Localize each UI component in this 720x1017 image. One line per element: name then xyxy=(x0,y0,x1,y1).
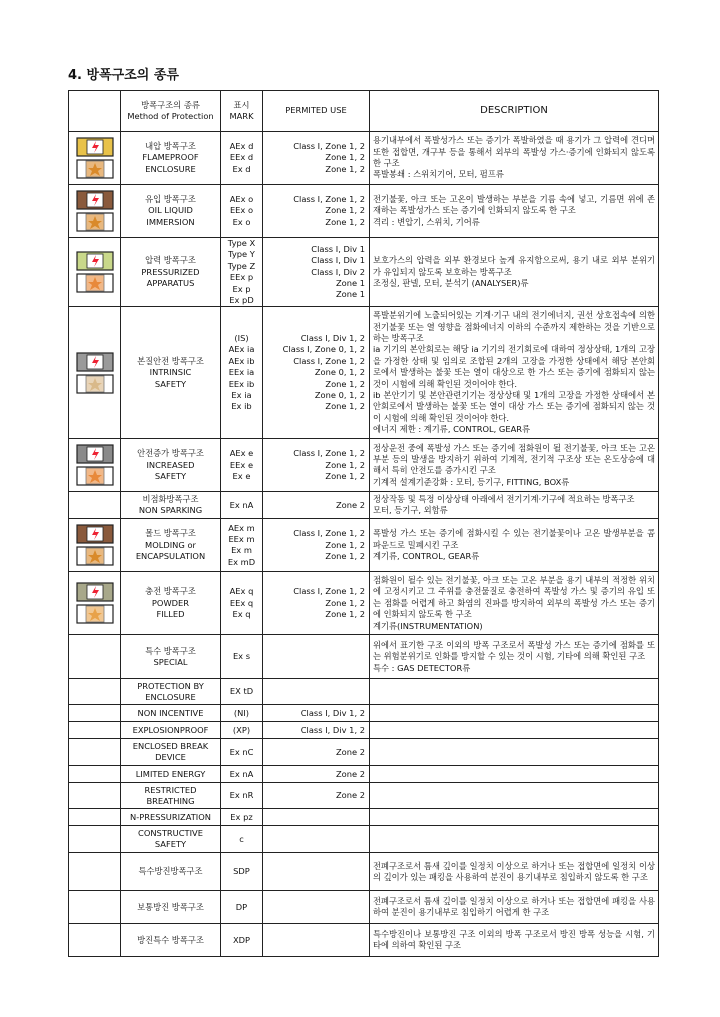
row-use: Class I, Div 1, 2 Class I, Zone 0, 1, 2 Class I, Zone 1, 2 Zone 0, 1, 2 Zone 1, 2 Zone 0, 1, 2 Zone 1, 2 xyxy=(263,307,370,439)
row-icon-cell xyxy=(69,679,121,705)
row-mark: (IS) AEx ia AEx ib EEx ia EEx ib Ex ia Ex ib xyxy=(221,307,263,439)
row-use: Class I, Div 1, 2 xyxy=(263,705,370,722)
header-mark: 표시 MARK xyxy=(221,91,263,132)
section-title: 4. 방폭구조의 종류 xyxy=(68,68,179,83)
row-use xyxy=(263,679,370,705)
table-row xyxy=(69,635,659,679)
table-row xyxy=(69,924,659,957)
row-desc: 점화원이 될수 있는 전기불꽃, 아크 또는 고온 부분을 용기 내부의 적정한 위치에 고정시키고 그 주위를 충전물질로 충전하여 폭발성 가스 및 증기의 유입 또는 점화를 어렵게 하고 화염의 진파를 방지하여 외부의 폭발성 가스 또는 증기에 인화되지 않도록 한 구조 계기류(INSTRUMENTATION) xyxy=(370,572,659,635)
row-icon-cell xyxy=(69,891,121,924)
row-use: Zone 2 xyxy=(263,492,370,519)
oil-immersion-top-icon xyxy=(76,190,114,210)
row-name: PROTECTION BY ENCLOSURE xyxy=(121,679,221,705)
row-use xyxy=(263,826,370,853)
row-name: 비점화방폭구조 NON SPARKING xyxy=(121,492,221,519)
row-mark: SDP xyxy=(221,853,263,891)
row-use: Class I, Div 1 Class I, Div 1 Class I, Div 2 Zone 1 Zone 1 xyxy=(263,238,370,307)
row-mark: EX tD xyxy=(221,679,263,705)
row-desc xyxy=(370,826,659,853)
table-header-row xyxy=(69,91,659,132)
row-desc: 전폐구조로서 틈새 깊이를 일정치 이상으로 하거나 또는 접합면에 일정치 이상의 깊이가 있는 패킹을 사용하여 분진이 용기내부로 침입하지 않도록 한 구조 xyxy=(370,853,659,891)
row-name: 몰드 방폭구조 MOLDING or ENCAPSULATION xyxy=(121,519,221,572)
row-mark: (NI) xyxy=(221,705,263,722)
table-row xyxy=(69,439,659,492)
row-icon-cell xyxy=(69,519,121,572)
row-name: EXPLOSIONPROOF xyxy=(121,722,221,739)
row-name: 충전 방폭구조 POWDER FILLED xyxy=(121,572,221,635)
row-desc xyxy=(370,783,659,809)
table-row xyxy=(69,722,659,739)
row-mark: Ex s xyxy=(221,635,263,679)
row-desc xyxy=(370,679,659,705)
row-icon-cell xyxy=(69,766,121,783)
row-use: Class I, Zone 1, 2 Zone 1, 2 Zone 1, 2 xyxy=(263,519,370,572)
header-type: 방폭구조의 종류 Method of Protection xyxy=(121,91,221,132)
header-desc: DESCRIPTION xyxy=(370,91,659,132)
table-row xyxy=(69,519,659,572)
row-desc: 폭발성 가스 또는 증기에 점화시킬 수 있는 전기불꽃이나 고온 발생부분을 콤파운드로 밀폐시킨 구조 계기류, CONTROL, GEAR류 xyxy=(370,519,659,572)
row-mark: Ex pz xyxy=(221,809,263,826)
table-row xyxy=(69,132,659,185)
pressurized-top-icon xyxy=(76,251,114,271)
row-mark: Ex nR xyxy=(221,783,263,809)
row-name: 유입 방폭구조 OIL LIQUID IMMERSION xyxy=(121,185,221,238)
row-desc: 정상운전 중에 폭발성 가스 또는 증기에 점화원이 될 전기불꽃, 아크 또는 고온 부분 등의 발생을 방지하기 위하여 기계적, 전기적 구조상 또는 온도상승에 대해서 특히 안전도를 증가시킨 구조 기계적 설계기준강화 : 모터, 등기구, FITTING, BOX류 xyxy=(370,439,659,492)
row-name: CONSTRUCTIVE SAFETY xyxy=(121,826,221,853)
table-row xyxy=(69,307,659,439)
row-desc: 특수방진이나 보통방진 구조 이외의 방폭 구조로서 방진 방폭 성능을 시험, 기타에 의하여 확인된 구조 xyxy=(370,924,659,957)
row-icon-cell xyxy=(69,722,121,739)
row-mark: Ex nA xyxy=(221,492,263,519)
molding-top-icon xyxy=(76,524,114,544)
row-mark: c xyxy=(221,826,263,853)
increased-safety-top-icon xyxy=(76,444,114,464)
table-row xyxy=(69,809,659,826)
row-icon-cell xyxy=(69,783,121,809)
row-icon-cell xyxy=(69,572,121,635)
row-name: 특수방진방폭구조 xyxy=(121,853,221,891)
table-row xyxy=(69,705,659,722)
row-mark: DP xyxy=(221,891,263,924)
table-row xyxy=(69,891,659,924)
row-icon-cell xyxy=(69,635,121,679)
row-name: 특수 방폭구조 SPECIAL xyxy=(121,635,221,679)
table-row xyxy=(69,783,659,809)
header-use: PERMITED USE xyxy=(263,91,370,132)
row-desc xyxy=(370,739,659,766)
table-row xyxy=(69,826,659,853)
header-icon xyxy=(69,91,121,132)
row-icon-cell xyxy=(69,739,121,766)
row-mark: AEx q EEx q Ex q xyxy=(221,572,263,635)
row-use: Class I, Zone 1, 2 Zone 1, 2 Zone 1, 2 xyxy=(263,132,370,185)
row-desc: 전폐구조로서 틈새 깊이를 일정치 이상으로 하거나 또는 접합면에 패킹을 사용하여 분진이 용기내부로 침입하기 어렵게 한 구조 xyxy=(370,891,659,924)
powder-filled-bottom-icon xyxy=(76,604,114,624)
table-row xyxy=(69,185,659,238)
row-icon-cell xyxy=(69,492,121,519)
row-mark: AEx e EEx e Ex e xyxy=(221,439,263,492)
row-use: Class I, Zone 1, 2 Zone 1, 2 Zone 1, 2 xyxy=(263,185,370,238)
row-icon-cell xyxy=(69,132,121,185)
row-use: Class I, Zone 1, 2 Zone 1, 2 Zone 1, 2 xyxy=(263,572,370,635)
table-row xyxy=(69,492,659,519)
flameproof-bottom-icon xyxy=(76,159,114,179)
row-icon-cell xyxy=(69,705,121,722)
row-desc xyxy=(370,766,659,783)
row-use: Class I, Div 1, 2 xyxy=(263,722,370,739)
table-row xyxy=(69,739,659,766)
row-name: 본질안전 방폭구조 INTRINSIC SAFETY xyxy=(121,307,221,439)
row-name: N-PRESSURIZATION xyxy=(121,809,221,826)
row-use xyxy=(263,853,370,891)
row-desc xyxy=(370,722,659,739)
row-use: Zone 2 xyxy=(263,766,370,783)
row-name: 안전증가 방폭구조 INCREASED SAFETY xyxy=(121,439,221,492)
row-icon-cell xyxy=(69,826,121,853)
row-icon-cell xyxy=(69,853,121,891)
increased-safety-bottom-icon xyxy=(76,466,114,486)
molding-bottom-icon xyxy=(76,546,114,566)
pressurized-bottom-icon xyxy=(76,273,114,293)
row-desc: 용기내부에서 폭발성가스 또는 증기가 폭발하였을 때 용기가 그 압력에 견디며 또한 접합면, 개구부 등을 통해서 외부의 폭발성 가스·증기에 인화되지 않도록 한 구조 폭발봉쇄 : 스위치기어, 모터, 펌프류 xyxy=(370,132,659,185)
row-icon-cell xyxy=(69,809,121,826)
row-mark: Ex nA xyxy=(221,766,263,783)
row-name: 압력 방폭구조 PRESSURIZED APPARATUS xyxy=(121,238,221,307)
intrinsic-safety-top-icon xyxy=(76,352,114,372)
row-use xyxy=(263,891,370,924)
row-desc xyxy=(370,705,659,722)
row-use: Zone 2 xyxy=(263,783,370,809)
row-icon-cell xyxy=(69,238,121,307)
intrinsic-safety-bottom-icon xyxy=(76,374,114,394)
table-row xyxy=(69,766,659,783)
row-use xyxy=(263,635,370,679)
row-desc: 위에서 표기한 구조 이외의 방폭 구조로서 폭발성 가스 또는 증기에 점화를 또는 위험분위기로 인화를 방지할 수 있는 것이 시험, 기타에 의해 확인된 구조 특수 : GAS DETECTOR류 xyxy=(370,635,659,679)
row-name: 내압 방폭구조 FLAMEPROOF ENCLOSURE xyxy=(121,132,221,185)
row-mark: Ex nC xyxy=(221,739,263,766)
row-desc: 전기불꽃, 아크 또는 고온이 발생하는 부분을 기름 속에 넣고, 기름면 위에 존재하는 폭발성가스 또는 증기에 인화되지 않도록 한 구조 격리 : 변압기, 스위치, 기어류 xyxy=(370,185,659,238)
row-icon-cell xyxy=(69,924,121,957)
table-row xyxy=(69,853,659,891)
table-row xyxy=(69,572,659,635)
row-mark: AEx m EEx m Ex m Ex mD xyxy=(221,519,263,572)
row-desc: 보호가스의 압력을 외부 환경보다 높게 유지함으로써, 용기 내로 외부 분위기가 유입되지 않도록 보호하는 방폭구조 조정실, 판넬, 모터, 분석기 (ANALYSER)류 xyxy=(370,238,659,307)
row-mark: AEx d EEx d Ex d xyxy=(221,132,263,185)
row-mark: XDP xyxy=(221,924,263,957)
row-name: LIMITED ENERGY xyxy=(121,766,221,783)
table-row xyxy=(69,238,659,307)
row-mark: Type X Type Y Type Z EEx p Ex p Ex pD xyxy=(221,238,263,307)
row-name: NON INCENTIVE xyxy=(121,705,221,722)
row-desc xyxy=(370,809,659,826)
row-name: 방진특수 방폭구조 xyxy=(121,924,221,957)
powder-filled-top-icon xyxy=(76,582,114,602)
row-icon-cell xyxy=(69,307,121,439)
row-name: 보통방진 방폭구조 xyxy=(121,891,221,924)
row-use: Zone 2 xyxy=(263,739,370,766)
protection-types-table xyxy=(68,90,659,957)
row-name: ENCLOSED BREAK DEVICE xyxy=(121,739,221,766)
row-mark: (XP) xyxy=(221,722,263,739)
row-name: RESTRICTED BREATHING xyxy=(121,783,221,809)
row-use xyxy=(263,924,370,957)
row-icon-cell xyxy=(69,439,121,492)
flameproof-top-icon xyxy=(76,137,114,157)
row-desc: 정상작동 및 특정 이상상태 아래에서 전기기계·기구에 적요하는 방폭구조 모터, 등기구, 외함류 xyxy=(370,492,659,519)
row-mark: AEx o EEx o Ex o xyxy=(221,185,263,238)
row-use xyxy=(263,809,370,826)
oil-immersion-bottom-icon xyxy=(76,212,114,232)
row-desc: 폭발분위기에 노출되어있는 기계·기구 내의 전기에너지, 권선 상호접속에 의한 전기불꽃 또는 열 영향을 점화에너지 이하의 수준까지 제한하는 것을 기반으로 하는 방폭구조 ia 기기의 본안회로는 해당 ia 기기의 전기회로에 대하여 정상상태, 1개의 고장을 가정한 상태 및 임의로 조합된 2개의 고장을 가정한 상태에서 해당 본안회로에서 발생하는 불꽃 또는 열이 대상으로 한 가스 또는 증기에 점화되지 않는 것이 시험에 의해 확인된 것이어야 한다. ib 본안기기 및 본안관련기기는 정상상태 및 1개의 고장을 가정한 상태에서 본안회로에서 발생하는 불꽃 또는 열이 대상 가스 또는 증기에 점화되지 않는 것이 시험에 의해 확인된 것이어야 한다. 에너지 제한 : 계기류, CONTROL, GEAR류 xyxy=(370,307,659,439)
row-use: Class I, Zone 1, 2 Zone 1, 2 Zone 1, 2 xyxy=(263,439,370,492)
row-icon-cell xyxy=(69,185,121,238)
table-row xyxy=(69,679,659,705)
